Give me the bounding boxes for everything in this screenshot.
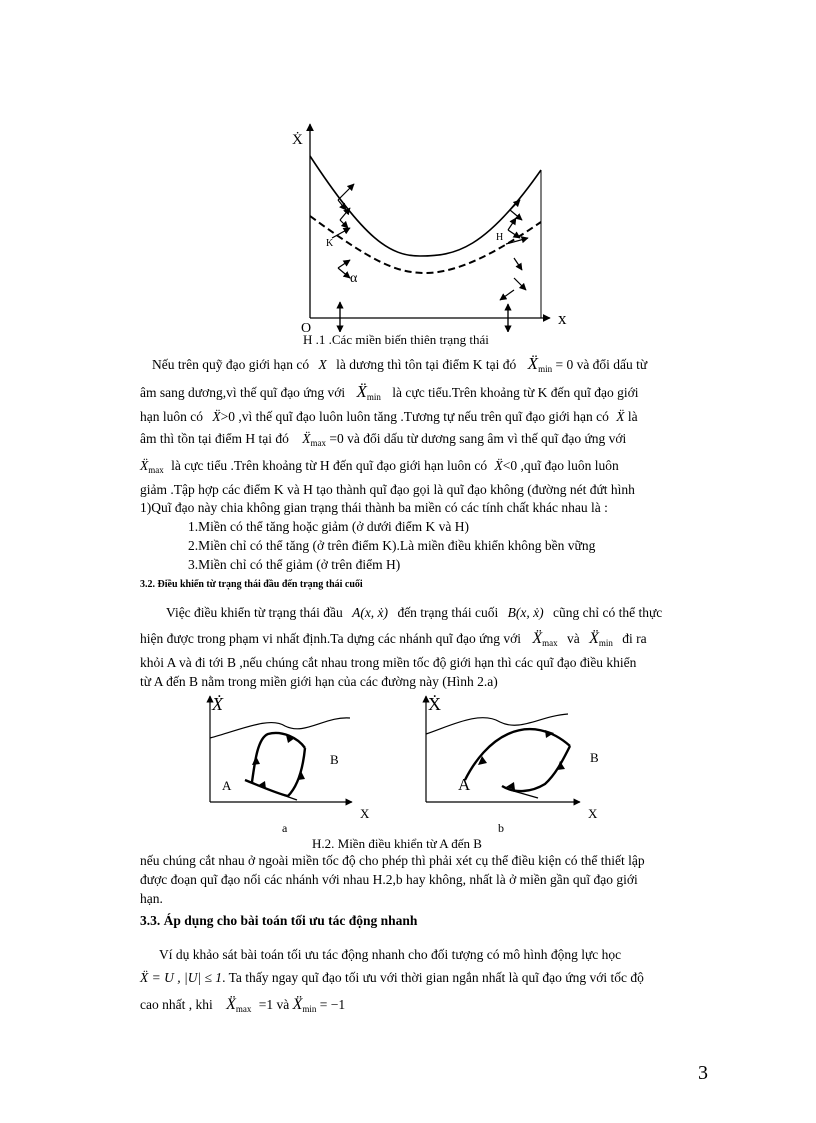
fig2a-point-b: B	[330, 752, 339, 767]
s33-line2	[140, 966, 644, 989]
list-item: 3.Miền chỉ có thể giảm (ở trên điểm H)	[188, 557, 401, 572]
list-item: 1.Miền có thể tăng hoặc giảm (ở dưới điểm K và H)	[188, 519, 470, 534]
text: âm sang dương,vì thế quĩ đạo ứng với	[140, 385, 346, 400]
math-sub: min	[598, 638, 613, 648]
para1-line7: 1)Quĩ đạo này chia không gian trạng thái thành ba miền có các tính chất khác nhau là :	[140, 500, 608, 515]
math-eq: A(x, ẋ)	[352, 605, 389, 620]
text: là cực tiểu.Trên khoảng từ K đến quĩ đạo giới	[392, 385, 639, 400]
para2-line3: hạn.	[140, 891, 163, 906]
text: đi ra	[622, 631, 647, 646]
text: Việc điều khiển từ trạng thái đầu	[166, 605, 343, 620]
math-symbol: Ẍ	[589, 630, 599, 647]
math-symbol: Ẍ	[532, 630, 543, 647]
text: >0 ,vì thế quĩ đạo luôn luôn tăng .Tương tự nếu trên quĩ đạo giới hạn có	[220, 409, 609, 424]
text: = −1	[319, 997, 346, 1012]
text: cũng chỉ có thể thực	[553, 605, 663, 620]
math-symbol: Ẍ	[356, 382, 367, 401]
text: . Ta thấy ngay quĩ đạo tối ưu với thời gian ngắn nhất là quĩ đạo ứng với tốc độ	[222, 970, 644, 985]
direction-arrows	[332, 184, 528, 332]
fig2a-x-label: X	[360, 806, 370, 821]
fig2b-point-b: B	[590, 750, 599, 765]
fig2a-limit-curve	[210, 718, 350, 738]
math-sub: min	[538, 364, 553, 374]
math-symbol: Ẍ	[616, 409, 625, 424]
text: và	[566, 631, 580, 646]
math-sub: max	[310, 438, 326, 448]
text: hiện được trong phạm vi nhất định.Ta dựng các nhánh quĩ đạo ứng với	[140, 631, 521, 646]
math-sub: min	[366, 392, 381, 402]
fig1-point-k: K	[326, 238, 334, 249]
text: là dương thì tôn tại điểm K tại đó	[336, 357, 517, 372]
text: <0 ,quĩ đạo luôn luôn	[502, 458, 619, 473]
section-3-3-heading: 3.3. Áp dụng cho bài toán tối ưu tác động nhanh	[140, 913, 418, 928]
fig1-x-label: x	[558, 309, 567, 328]
s32-line1	[166, 601, 662, 624]
figure-2a	[200, 690, 370, 840]
figure-1	[270, 120, 590, 332]
list-item: 2.Miền chỉ có thể tăng (ở trên điểm K).Là miền điều khiển không bền vững	[188, 538, 596, 553]
math-symbol: Ẍ	[527, 354, 539, 373]
fig2b-point-a: A	[458, 775, 471, 794]
text: là cực tiểu .Trên khoảng từ H đến quĩ đạo giới hạn luôn có	[171, 458, 488, 473]
para2-line1: nếu chúng cắt nhau ở ngoài miền tốc độ cho phép thì phải xét cụ thể điều kiện có thể thiết lập	[140, 853, 645, 868]
text: là	[627, 409, 638, 424]
para1-line6: giảm .Tập hợp các điểm K và H tạo thành quĩ đạo gọi là quĩ đạo không (đường nét đứt hình	[140, 482, 635, 497]
text: Nếu trên quỹ đạo giới hạn có	[152, 357, 310, 372]
fig2b-y-label: Ẋ	[428, 694, 441, 714]
text: âm thì tồn tại điểm H tại đó	[140, 431, 289, 446]
math-sub: max	[148, 465, 164, 475]
fig1-point-h: H	[496, 232, 504, 243]
text: =0 và đổi dấu từ dương sang âm vì thế quĩ đạo ứng với	[329, 431, 627, 446]
math-eq: B(x, ẋ)	[507, 605, 544, 620]
math-symbol: Ẍ	[226, 996, 236, 1013]
fig2b-sub-label: b	[498, 821, 504, 835]
figure-1-caption: H .1 .Các miền biến thiên trạng thái	[303, 332, 489, 347]
math-symbol: Ẍ	[494, 458, 503, 473]
math-var: X	[318, 357, 327, 372]
fig1-angle-label: α	[350, 271, 358, 286]
math-symbol: Ẍ	[292, 996, 303, 1013]
math-symbol: Ẍ	[212, 409, 221, 424]
fig2b-x-label: X	[588, 806, 598, 821]
text: hạn luôn có	[140, 409, 203, 424]
text: cao nhất , khi	[140, 997, 213, 1012]
fig1-y-label: Ẋ	[292, 132, 303, 148]
limit-curve	[310, 156, 541, 256]
section-3-2-heading: 3.2. Điều khiển từ trạng thái đầu đến trạng thái cuối	[140, 579, 363, 590]
para1-line4	[140, 427, 626, 455]
text: đến trạng thái cuối	[397, 605, 499, 620]
s32-line4: từ A đến B nằm trong miền giới hạn của các đường này (Hình 2.a)	[140, 674, 498, 689]
fig2b-arrowheads	[478, 730, 565, 790]
fig2a-trajectory-upper	[252, 733, 305, 782]
math-sub: min	[302, 1004, 317, 1014]
math-sub: max	[235, 1004, 252, 1014]
s33-line3	[140, 993, 345, 1021]
para2-line2: được đoạn quĩ đạo nối các nhánh với nhau H.2,b hay không, nhất là ở miền gần quĩ đạo giới	[140, 872, 638, 887]
figure-2b	[420, 690, 600, 840]
s32-line3: khỏi A và đi tới B ,nếu chúng cắt nhau trong miền tốc độ giới hạn thì các quĩ đạo điều khiển	[140, 655, 637, 670]
math-symbol: Ẍ	[302, 431, 311, 446]
fig2a-sub-label: a	[282, 821, 288, 835]
page-number: 3	[698, 1062, 708, 1084]
para1-line1	[152, 352, 647, 381]
text: = 0 và đổi dấu từ	[555, 357, 648, 372]
fig1-origin-label: O	[301, 321, 312, 332]
math-eq: Ẍ = U , |U| ≤ 1	[140, 970, 223, 985]
figure-2-caption: H.2. Miền điều khiển từ A đến B	[312, 836, 482, 851]
text: =1 và	[258, 997, 290, 1012]
math-symbol: Ẍ	[140, 458, 149, 473]
fig2a-y-label: Ẋ	[212, 694, 223, 714]
para1-line3	[140, 405, 638, 428]
fig2a-point-a: A	[222, 778, 232, 793]
math-sub: max	[542, 638, 558, 648]
s33-line1: Ví dụ khảo sát bài toán tối ưu tác động nhanh cho đối tượng có mô hình động lực học	[159, 947, 622, 962]
